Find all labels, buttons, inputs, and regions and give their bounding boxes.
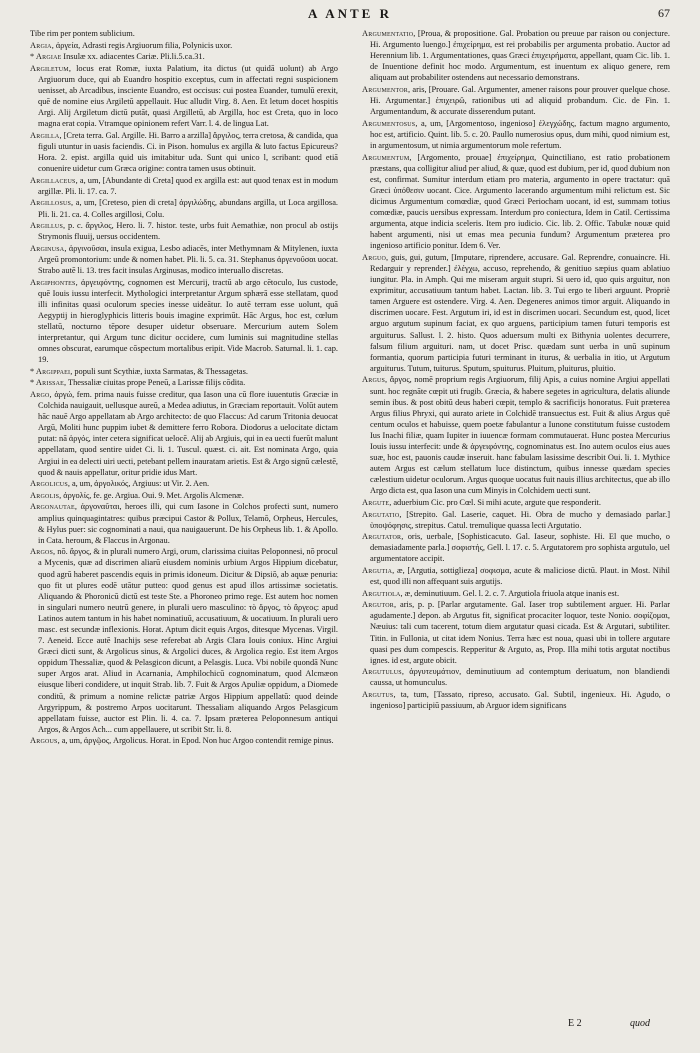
entry-text: Thessaliæ ciuitas prope Peneū, a Larissæ filijs cōdita. [68,378,246,388]
entry-text: p. c. ἄργιλος, Hero. li. 7. histor. teste, urbs fuit Aemathiæ, non procul ab ostijs Strymonis fluuij, uersus occidentem. [38,221,338,242]
dictionary-entry [30,197,338,219]
entry-headword: Argumentatio, [362,29,416,38]
page-number: 67 [658,6,670,20]
dictionary-entry [30,28,338,39]
entry-headword: Argolicus, [30,479,71,489]
entry-headword: Argute, [362,497,392,507]
entry-text: locus erat Romæ, iuxta Palatium, ita dictus (ut quidā uolunt) ab Argo Argiuorum duce, qui ab Euandro hospitio exceptus, cum in affectati regni suspicionem uenisset, ab Arcadibus, insciente Euandro, est occisus: cui postea Euander, tumulū erexit, quē de nomine eius Argiletū appellauit. Huc alludit Virg. 8. Aen. Et letum docet hospitis Argi. Alij Argiletum dictū putāt, quasi Argilletū, ab Argilla, hoc est Creta, quo in loco magna erat copia. Vtramque opinionem refert Varr. l. 4. de lingua Lat. [38,63,338,129]
entry-headword: Arguo, [362,252,389,262]
dictionary-entry [362,118,670,151]
entry-headword: Argo, [30,390,52,399]
entry-text: [Argomento, prouae] ἐπιχείρημα, Quinctiliano, est ratio probationem præstans, qua colligitur aliud per aliud, & quæ, quod est dubium, per id, quod dubium non est, confirmat. Sumitur interdum etiam pro materia, argumento in opere tractatur: quā Græci ὑπόθεσιν uocant. Cice. Argumento lacerando argumentum mihi relictum est. Sic dicimus Argumentum comœdiæ, quod Græci Periocham uocant, id est, summam totius comœdiæ, paucis uersibus expressam. Interdum pro coniectura, Idem in Catil. Certissima argumenta, atque indicia sceleris. Item pro iudicio. Cic. lib. 2. Offic. Tabulæ nouæ quid habent argumenti, nisi ut emas mea pecunia fundum? Argumentum præterea pro ingenioso artificio ponitur. Idem 6. Ver. [370,152,670,251]
dictionary-entry [30,546,338,735]
entry-text: aris, p. p. [Parlar argutamente. Gal. Iaser trop subtilement arguer. Hi. Parlar agudamente.] depon. ab Argutus fit, significat procaciter loquor, teste Nonio. σοφίζομαι, Næuius: tali cum tacerent, totum diem argutatur quasi cicada. Est & Argutari, subtiliter. Titin. in Fullonia, ut citat idem Nonius. Terra hæc est noua, quasi ubi in tollere argutare quasi pes dum compescis. Repperitur & Arguto, as, Prop. Illa mihi totis argutat noctibus ignes. id est, argute obicit. [370,600,670,665]
entry-text: Tibe rim per pontem sublicium. [30,29,135,38]
entry-text: a, um, ἀργολικός, Argiuus: ut Vir. 2. Aen. [71,479,210,489]
entry-text: a, um, [Abundante di Creta] quod ex argilla est: aut quod tenax est in modum argillæ. Pli. li. 17. ca. 7. [38,175,338,196]
entry-headword: Argutor, [362,600,397,610]
entry-text: guis, gui, gutum, [Imputare, riprendere, accusare. Gal. Reprendre, conuaincre. Hi. Redarguir y reprender.] ἐλέγχω, accuso, reprehendo, & genitiuo sæpius quam ablatiuo iungitur. Pla. in Amph. Qui me miseram arguit stupri. Si uero id, quo quis arguitur, non exprimitur, accusatiuum tantum habet. Lactan. lib. 3. Tui ergo te liberi arguunt. Propriè tamen Arguere est ostendere. Virg. 4. Aen. Degeneres animos timor arguit. Aliquando in discrimen uocare. Fest. Argutum iri, id est in discrimen uocari. Secundum est, quod, licet arguo argutum supinum faciat, ex quo arguens, participium tamen futuri temporis est arguiturus. Sallust. l. 2. histo. Quos aduersum multi ex Bithynia uolentes decurrere, falsum filium arguituri. nam, ut docet Prisc. quædam sunt uerba in unū supinum formantia, quorum participia futuri terminant in iturus, & uerbalia in itio, ut Argutum arguiturus. Tutum, tuiturus. Sputum, spuiturus. Pluitum, pluiturus, pluitio. [370,252,670,373]
entry-headword: Argillus, [30,221,66,231]
dictionary-entry [362,565,670,587]
dictionary-entry [362,497,670,508]
entry-text: aduerbium Cic. pro Cœl. Si mihi acute, argute que responderit. [393,497,601,507]
entry-headword: Argolis, [30,490,62,500]
catchword: quod [630,1018,650,1029]
page-footer [0,1018,700,1048]
entry-headword: Argumentor, [362,84,411,94]
entry-text: a, um, [Argomentoso, ingenioso] ἐλεγχώδης, factum magno argumento, hoc est, artificio. Quint. lib. 5. c. 20. Paullo numerosius opus, dum mihi, quod nimium est, in argumentosum, ut nimia argumentorum mole refertum. [370,118,670,150]
dictionary-entry [30,377,338,388]
dictionary-entry [30,389,338,478]
entry-text: ta, tum, [Tassato, ripreso, accusato. Gal. Subtil, ingenieux. Hi. Agudo, o ingenioso] participiū passiuum, ab Arguor idem significans [370,690,670,711]
dictionary-entry [362,84,670,117]
entry-headword: Argous, [30,736,60,746]
dictionary-entry [30,490,338,501]
entry-headword: Argia, [30,40,55,50]
entry-text: ἀργειφόντης, cognomen est Mercurij, tractū ab argo cētoculo, Ius custode, quē Iouis iussu interfecit. Mythologici interpretantur Argum sphærā esse stellatam, quod illi infinitas quasi oculorum species inesse uideātur. Io autē terram esse uolunt, quā Aegyptij in hieroglyphicis litteris bouis imagine exprimūt. Hāc Argus, hoc est, cœlum stellatū, nocturno tēpore desuper uidetur obseruare. Mercurium autem Solem interpretantur, qui Argum tunc dicitur occidere, cum luminis sui magnitudine stellas omnes obscurat, earumque cōspectum mortalibus eripit. Vide Macrob. Saturnal. li. 1. cap. 19. [38,277,338,365]
entry-headword: * Argiae [30,52,62,62]
entry-headword: Argus, [362,375,388,385]
entry-headword: Argumentum, [362,152,412,162]
dictionary-entry [362,531,670,564]
entry-text: æ, [Argutia, sottiglieza] σοφισμα, acute & maliciose dictū. Plaut. in Most. Nihil est, quod illi non affequant suis argutijs. [370,566,670,587]
entry-text: a, um, [Creteso, pien di creta] ἀργιλώδης, abundans argilla, ut Loca argillosa. Pli. li. 21. ca. 4. Colles argillosi, Colu. [38,198,338,219]
dictionary-entry [362,588,670,599]
dictionary-entry [362,689,670,711]
entry-headword: Argillaceus, [30,175,78,185]
entry-headword: Argiletum, [30,63,72,73]
entry-text: ἀργώ, fem. prima nauis fuisse creditur, qua Iason una cū flore iuuentutis Græciæ in Colchida nauigauit, uellusque aureū, a Medea adiutus, in Græciam reportauit. Volūt autem hāc nauē Argo appellatam ab Argo architecto: de quo Flaccus: Ad carum Tritonia deuocat Argū, Moliti hunc puppim iubet & demittere ferro Robora. Diodorus a uelocitate dictam putat: nā ἀργός, inter cetera significat uelocē. Alij ab Argiuis, qui in ea uecti fuerūt malunt appellatam, quod sentire uidet Ci. li. 1. Tuscul. quæst. ci. ait. Est nominata Argo, quia Argiui in ea delecti uiri uecti, petebant pellem inauratam arietis. Est & Argo signū cælestē, quod & nauis appellatur, oritur pridie idus Mart. [38,390,338,477]
entry-text: [Proua, & propositione. Gal. Probation ou preuue par raison ou conjecture. Hi. Argumento luengo.] ἐπιχείρημα, est rei probabilis per argumenta probatio. Auctor ad Herennium lib. 1. Argumentationes, quas Græci ἐπιχειρήματα, appellant, quam Cic. lib. 1. de Inuentione definit hoc modo. Argumentum, est inuentum ex aliquo genere, rem aliquam aut probabiliter ostendens aut necessario demonstrans. [370,29,670,83]
entry-headword: Argutia, [362,566,395,575]
left-column [30,28,338,1028]
dictionary-entry [30,130,338,174]
entry-text: a, um, ἀργῷος, Argolicus. Horat. in Epod. Non huc Argoo contendit remige pinus. [61,736,334,746]
entry-headword: * Arissae, [30,378,67,388]
dictionary-entry [30,478,338,489]
dictionary-entry [30,277,338,366]
entry-text: Insulæ xx. adiacentes Cariæ. Pli.li.5.ca.31. [63,52,205,62]
entry-text: [Strepito. Gal. Laserie, caquet. Hi. Obra de mucho y demasiado parlar.] ὑποψόφησις, strepitus. Catul. tremulique quassa lecti Argutatio. [370,509,670,530]
entry-text: aris, [Prouare. Gal. Argumenter, amener raisons pour prouver quelque chose. Hi. Argumentar.] ἐπιχειρῶ, rationibus uti ad aliquid probandum. Cic. de Fin. 1. Argumentandum, & accurate disserendum putant. [370,84,670,117]
entry-text: ἄργος, nomē proprium regis Argiuorum, filij Apis, a cuius nomine Argiui appellati sunt. hoc regnāte cœpit uti frugib. Græcia, & habere segetes in agricultura, delatis aliunde semin ibus. & post obitū deus haberi cœpit, templo & sacrificijs honoratus. Fuit præterea Argus filius Phryxi, qui aurato ariete in Colchidē transuectus est. Fuit & alius Argus quē centum oculos et habuisse, quem poetæ fabulantur a Iunone constitutum fuisse custodem Ius Inachi filiæ, quam Iupiter in iuuencæ formam commutauerat. Hunc postea Mercurius Iouis iussu interfecit: unde & ἀργειφόντης, cognominatus est. Ino autem oculos eius aues suæ, hoc est, pauonis caudæ inseruit. hanc fabulam lasissime describit Oui. li. 1. Mythice autem Argus est cælum stellatum luce distinctum, quibus innesse quædam species cælestium uidetur oculorum. Argus quoque uocatus fuit nauis illius architectus, que ab illo Argo dicta est, qua Iason una cum Minyis in Colchidem uecti sunt. [370,375,670,496]
entry-headword: Argumentosus, [362,118,418,128]
entry-headword: * Argippaei, [30,366,73,376]
dictionary-entry [362,252,670,374]
signature-mark: E 2 [568,1018,582,1029]
dictionary-entry [362,374,670,496]
dictionary-entry [30,220,338,242]
entry-headword: Arginusa, [30,243,67,253]
entry-text: ἀργοναῦται, heroes illi, qui cum Iasone in Colchos profecti sunt, numero amplius quinquagintatres: quibus præcipui Castor & Pollux, Telamō, Orpheus, Hercules, & Hylus puer: sic cognominati a naui, qua nauigauerunt. De his Orpheus lib. 1. & Apollo. in Cata. heroum, & Flaccus in Argonau. [38,502,338,545]
dictionary-entry [30,501,338,545]
dictionary-entry [362,152,670,252]
entry-headword: Argilla, [30,130,62,140]
dictionary-entry [362,599,670,666]
entry-headword: Argutatio, [362,509,402,519]
dictionary-entry [30,175,338,197]
entry-headword: Argutulus, [362,667,405,677]
dictionary-entry [30,40,338,51]
dictionary-entry [362,509,670,531]
entry-text: ἀργολίς, fe. ge. Argiua. Oui. 9. Met. Argolis Alcmenæ. [63,490,244,500]
entry-headword: Argutiola, [362,588,403,598]
running-head: A ANTE R [308,6,392,21]
entry-text: populi sunt Scythiæ, iuxta Sarmatas, & Thessagetas. [74,366,248,376]
entry-text: oris, uerbale, [Sophisticacuto. Gal. Iaseur, sophiste. Hi. El que mucho, o demasiadamente parla.] σοφιστής, Gell. l. 17. c. 5. Argutatorem pro sophista argutulo, uel argumentatore accipit. [370,532,670,564]
dictionary-entry [30,51,338,62]
right-column [362,28,670,1028]
entry-headword: Argiphontes, [30,277,78,287]
entry-headword: Argutus, [362,690,396,700]
entry-text: ἀργυτευμάτιον, deminutiuum ad contemptum deriuatum, non blandiendi caussa, ut homunculus. [370,667,670,688]
entry-text: ἀργεία, Adrasti regis Argiuorum filia, Polynicis uxor. [55,40,233,50]
entry-headword: Argillosus, [30,198,74,208]
page-header [0,2,700,26]
entry-headword: Argos, [30,547,56,557]
entry-text: æ, deminutiuum. Gel. l. 2. c. 7. Argutiola friuola atque inanis est. [404,588,620,598]
dictionary-entry [30,735,338,746]
dictionary-entry [362,28,670,83]
entry-headword: Argonautae, [30,502,78,512]
entry-text: nō. ἄργος, & in plurali numero Argi, orum, clarissima ciuitas Peloponnesi, nō procul a Mycenis, quæ ad discrimen aliarū eiusdem nominis urbium Argos Hippium dicebatur, quod agrū haberet pascendis equis in primis idoneum. Dicitur & Dipsiō, ab aquæ penuria: quo fit ut plures eodē utātur putteo: quod genus est apud illos artissimæ societatis. Aliquando & Phoronicū dictū est teste Ste. a Phoroneo primo rege. Est autem hoc nomen in singulari numero neutrū genere, in plurali uero masculino: τὸ ἄργος, τὸ ἄργεος: apud Latinos autem tantum in his habet nominatiuū, accusatiuum, & uocatiuum. In plurali uero masc. est secundæ inflexionis. Horat. Aptum dicit equis Argos, ditesque Mycenas. Virgil. 7. Aeneid. Ecce autē Inachijs sese referebat ab Argis Clara Iouis coniux. Hinc Argiui Græci dicti sunt, & Argolicus sinus, & Argolici duces, & Argolica regio. Est item Argos oppidum Thessaliæ, quod & Pelasgicon dicunt, a Pelasgis. Luca. Vbi nobile quondā Nunc super Argos arat. Aliud in Acarnania, Amphilochicū cognominatum, quod Alcmæon eiusque liberi condidere, ut inquit Strab. lib. 7. Fuit & Argos Apuliæ oppidum, a Diomede conditū, & primum a nomine relictæ patriæ Argos Hippium appellatū: quod deinde Argyrippum, & postremo Arpos uocitarunt. Thessaliam aliquando Argos Pelasgicum appellatam fuisse, auctor est Plin. li. 4. ca. 7. Ipsam præterea Peloponnesum antiqui Argos, & Argos Ach... cum appellauere, ut scribit Str. li. 8. [38,547,338,734]
entry-text: ἀργινοῦσαι, insula exigua, Lesbo adiacēs, inter Methymnam & Mitylenen, iuxta Argeū promontorium: unde & nomen habet. Pli. li. 5. ca. 31. Stephanus ἀργενοῦσαι uocat. Strabo autē li. 13. tres facit insulas Arginusas, modico interuallo discretas. [38,243,338,275]
dictionary-entry [362,666,670,688]
entry-headword: Argutator, [362,532,404,542]
dictionary-entry [30,366,338,377]
entry-text: [Creta terra. Gal. Argille. Hi. Barro a arzilla] ἄργιλος, terra cretosa, & candida, qua figuli utuntur in uasis faciendis. Ci. in Pison. homulus ex argilla & luto factus Epicureus? Hora. 2. epist. argilla quid uis imitabitur uda. Sunt qui unico l, scribant: quod etiā conuenire uidetur cum Græca origine: contra tamen usus obtinuit. [38,130,338,174]
dictionary-entry [30,243,338,276]
dictionary-entry [30,63,338,130]
